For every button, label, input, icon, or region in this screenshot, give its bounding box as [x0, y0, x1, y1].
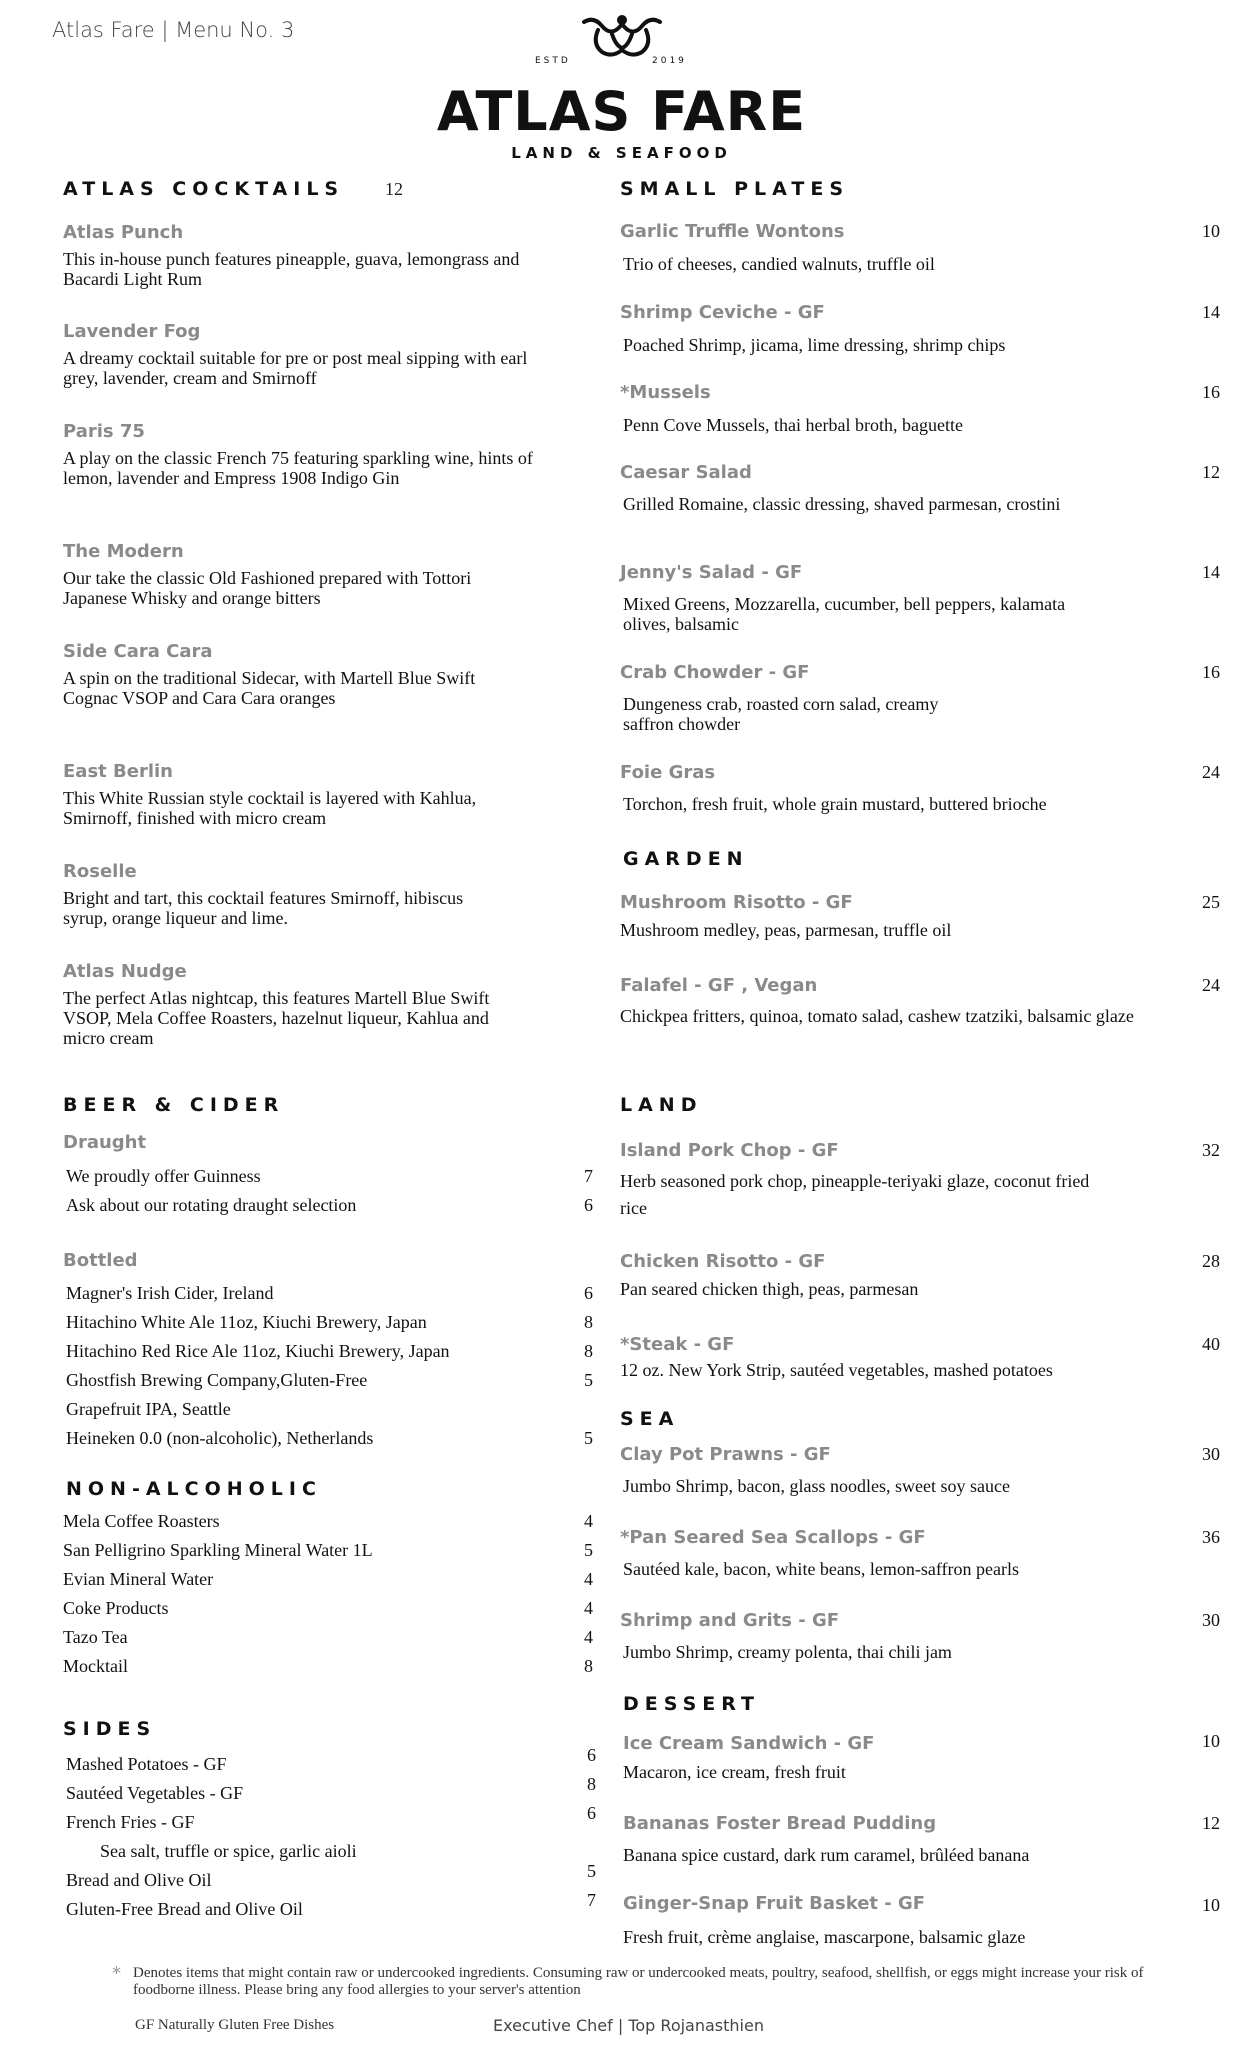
cocktail-desc: A play on the classic French 75 featuring sparkling wine, hints of lemon, lavender and Empress 1908 Indigo Gin — [63, 448, 533, 488]
brand-name: ATLAS FARE — [436, 80, 807, 143]
dish-desc: Chickpea fritters, quinoa, tomato salad, cashew tzatziki, balsamic glaze — [620, 1006, 1134, 1026]
cocktail-name: Atlas Nudge — [63, 961, 187, 982]
cocktail-name: Paris 75 — [63, 421, 145, 442]
drink-item: Tazo Tea — [63, 1627, 128, 1647]
cocktail-name: East Berlin — [63, 761, 173, 782]
cocktail-name: Roselle — [63, 861, 137, 882]
cocktail-desc: Bright and tart, this cocktail features Smirnoff, hibiscus syrup, orange liqueur and lime. — [63, 888, 464, 928]
dish-desc: Pan seared chicken thigh, peas, parmesan — [620, 1279, 919, 1299]
dish-name: *Mussels — [620, 382, 711, 403]
dish-desc: Grilled Romaine, classic dressing, shaved parmesan, crostini — [623, 494, 1061, 514]
dish-price: 10 — [1202, 1895, 1220, 1915]
dish-desc: Jumbo Shrimp, bacon, glass noodles, sweet soy sauce — [623, 1476, 1010, 1496]
dish-name: Mushroom Risotto - GF — [620, 892, 853, 913]
dish-name: Jenny's Salad - GF — [620, 562, 803, 583]
bottled-item: Hitachino Red Rice Ale 11oz, Kiuchi Brewery, Japan — [66, 1341, 450, 1361]
raw-food-notice: Denotes items that might contain raw or undercooked ingredients. Consuming raw or undercooked meats, poultry, seafood, shellfish, or eggs might increase your risk of foodborne illness. Please bring any food allergies to your server's attention — [133, 1965, 1144, 1998]
dish-name: Shrimp Ceviche - GF — [620, 302, 825, 323]
side-item: Sautéed Vegetables - GF — [66, 1783, 244, 1803]
dish-desc: Sautéed kale, bacon, white beans, lemon-saffron pearls — [623, 1559, 1020, 1579]
dish-price: 10 — [1202, 221, 1220, 241]
bottled-price: 5 — [584, 1370, 593, 1390]
bottled-price: 8 — [584, 1341, 593, 1361]
small-plates-heading: SMALL PLATES — [620, 178, 850, 200]
drink-price: 4 — [584, 1569, 593, 1589]
draught-item: Ask about our rotating draught selection — [66, 1195, 357, 1215]
drink-item: Mela Coffee Roasters — [63, 1511, 220, 1531]
bottled-item: Grapefruit IPA, Seattle — [66, 1399, 231, 1419]
side-item: Mashed Potatoes - GF — [66, 1754, 227, 1774]
drink-price: 4 — [584, 1598, 593, 1618]
dish-price: 30 — [1202, 1444, 1220, 1464]
dish-name: Falafel - GF , Vegan — [620, 975, 818, 996]
cocktail-name: Lavender Fog — [63, 321, 201, 342]
drink-item: San Pelligrino Sparkling Mineral Water 1L — [63, 1540, 373, 1560]
bottled-item: Ghostfish Brewing Company,Gluten-Free — [66, 1370, 368, 1390]
cocktails-heading: ATLAS COCKTAILS — [63, 178, 345, 200]
dish-price: 24 — [1202, 762, 1220, 782]
page-label: Atlas Fare | Menu No. 3 — [52, 18, 295, 42]
masthead — [0, 14, 1243, 162]
side-item-note: Sea salt, truffle or spice, garlic aioli — [100, 1841, 357, 1861]
raw-notice-star: * — [112, 1963, 121, 1984]
estd-year: 2019 — [652, 56, 687, 66]
dish-price: 25 — [1202, 892, 1220, 912]
cocktail-desc: A dreamy cocktail suitable for pre or post meal sipping with earl grey, lavender, cream and Smirnoff — [63, 348, 528, 388]
sea-heading: SEA — [620, 1408, 680, 1430]
dish-price: 24 — [1202, 975, 1220, 995]
dish-desc: Banana spice custard, dark rum caramel, brûléed banana — [623, 1845, 1030, 1865]
dish-price: 12 — [1202, 462, 1220, 482]
dish-name: Island Pork Chop - GF — [620, 1140, 839, 1161]
dish-price: 16 — [1202, 382, 1220, 402]
cocktail-desc: The perfect Atlas nightcap, this features Martell Blue Swift VSOP, Mela Coffee Roasters, hazelnut liqueur, Kahlua and micro cream — [63, 988, 490, 1048]
side-item: Gluten-Free Bread and Olive Oil — [66, 1899, 303, 1919]
cocktails-price: 12 — [385, 179, 403, 199]
dish-desc: Poached Shrimp, jicama, lime dressing, shrimp chips — [623, 335, 1006, 355]
cocktail-name: Atlas Punch — [63, 222, 184, 243]
side-price: 6 — [587, 1803, 596, 1823]
side-price: 8 — [587, 1774, 596, 1794]
dish-desc: Torchon, fresh fruit, whole grain mustard, buttered brioche — [623, 794, 1047, 814]
cocktail-name: Side Cara Cara — [63, 641, 213, 662]
dessert-heading: DESSERT — [623, 1693, 760, 1715]
draught-price: 7 — [584, 1166, 593, 1186]
non-alcoholic-heading: NON-ALCOHOLIC — [66, 1478, 322, 1500]
garden-heading: GARDEN — [623, 848, 749, 870]
dish-price: 14 — [1202, 562, 1220, 582]
dish-name: Ice Cream Sandwich - GF — [623, 1733, 875, 1754]
dish-name: Ginger-Snap Fruit Basket - GF — [623, 1893, 926, 1914]
draught-label: Draught — [63, 1132, 147, 1153]
bottled-price: 8 — [584, 1312, 593, 1332]
cocktail-desc: This White Russian style cocktail is layered with Kahlua, Smirnoff, finished with micro cream — [63, 788, 477, 828]
dish-desc: Mixed Greens, Mozzarella, cucumber, bell peppers, kalamata olives, balsamic — [623, 594, 1066, 634]
estd-label: ESTD — [535, 56, 571, 66]
cocktail-desc: This in-house punch features pineapple, guava, lemongrass and Bacardi Light Rum — [63, 249, 520, 289]
drink-item: Evian Mineral Water — [63, 1569, 214, 1589]
dish-price: 10 — [1202, 1731, 1220, 1751]
dish-price: 30 — [1202, 1610, 1220, 1630]
bottled-item: Heineken 0.0 (non-alcoholic), Netherlands — [66, 1428, 374, 1448]
dish-price: 36 — [1202, 1527, 1220, 1547]
dish-name: *Steak - GF — [620, 1334, 735, 1355]
draught-price: 6 — [584, 1195, 593, 1215]
dish-price: 12 — [1202, 1813, 1220, 1833]
executive-chef: Executive Chef | Top Rojanasthien — [493, 2016, 764, 2035]
dish-name: Chicken Risotto - GF — [620, 1251, 826, 1272]
brand-tagline: LAND & SEAFOOD — [511, 144, 732, 162]
draught-item: We proudly offer Guinness — [66, 1166, 261, 1186]
gf-key: GF Naturally Gluten Free Dishes — [135, 2017, 335, 2033]
cocktail-desc: Our take the classic Old Fashioned prepared with Tottori Japanese Whisky and orange bitters — [63, 568, 472, 608]
dish-desc: Jumbo Shrimp, creamy polenta, thai chili jam — [623, 1642, 952, 1662]
bottled-price: 5 — [584, 1428, 593, 1448]
cocktail-desc: A spin on the traditional Sidecar, with Martell Blue Swift Cognac VSOP and Cara Cara oranges — [63, 668, 476, 708]
drink-item: Coke Products — [63, 1598, 169, 1618]
dish-desc: Fresh fruit, crème anglaise, mascarpone, balsamic glaze — [623, 1927, 1026, 1947]
bottled-label: Bottled — [63, 1250, 138, 1271]
cocktail-name: The Modern — [63, 541, 184, 562]
dish-name: Clay Pot Prawns - GF — [620, 1444, 831, 1465]
dish-name: Garlic Truffle Wontons — [620, 221, 845, 242]
side-price: 7 — [587, 1890, 596, 1910]
dish-name: Caesar Salad — [620, 462, 752, 483]
side-item: French Fries - GF — [66, 1812, 195, 1832]
dish-name: Bananas Foster Bread Pudding — [623, 1813, 937, 1834]
beer-heading: BEER & CIDER — [63, 1094, 285, 1116]
dish-price: 28 — [1202, 1251, 1220, 1271]
land-heading: LAND — [620, 1094, 703, 1116]
side-price: 5 — [587, 1861, 596, 1881]
dish-name: Crab Chowder - GF — [620, 662, 810, 683]
side-item: Bread and Olive Oil — [66, 1870, 212, 1890]
dish-desc: 12 oz. New York Strip, sautéed vegetables, mashed potatoes — [620, 1360, 1053, 1380]
dish-price: 40 — [1202, 1334, 1220, 1354]
dish-price: 14 — [1202, 302, 1220, 322]
dish-desc: Penn Cove Mussels, thai herbal broth, baguette — [623, 415, 963, 435]
dish-desc: Dungeness crab, roasted corn salad, creamy saffron chowder — [623, 694, 939, 734]
drink-price: 4 — [584, 1627, 593, 1647]
sides-heading: SIDES — [63, 1718, 157, 1740]
dish-name: Foie Gras — [620, 762, 716, 783]
crown-icon — [572, 14, 672, 62]
dish-name: Shrimp and Grits - GF — [620, 1610, 840, 1631]
dish-price: 16 — [1202, 662, 1220, 682]
dish-desc: Herb seasoned pork chop, pineapple-teriyaki glaze, coconut fried rice — [620, 1171, 1090, 1218]
bottled-price: 6 — [584, 1283, 593, 1303]
dish-name: *Pan Seared Sea Scallops - GF — [620, 1527, 926, 1548]
side-price: 6 — [587, 1745, 596, 1765]
drink-item: Mocktail — [63, 1656, 128, 1676]
bottled-item: Magner's Irish Cider, Ireland — [66, 1283, 274, 1303]
drink-price: 5 — [584, 1540, 593, 1560]
dish-desc: Mushroom medley, peas, parmesan, truffle oil — [620, 920, 952, 940]
drink-price: 4 — [584, 1511, 593, 1531]
dish-desc: Macaron, ice cream, fresh fruit — [623, 1762, 846, 1782]
drink-price: 8 — [584, 1656, 593, 1676]
bottled-item: Hitachino White Ale 11oz, Kiuchi Brewery, Japan — [66, 1312, 427, 1332]
dish-desc: Trio of cheeses, candied walnuts, truffle oil — [623, 254, 935, 274]
dish-price: 32 — [1202, 1140, 1220, 1160]
